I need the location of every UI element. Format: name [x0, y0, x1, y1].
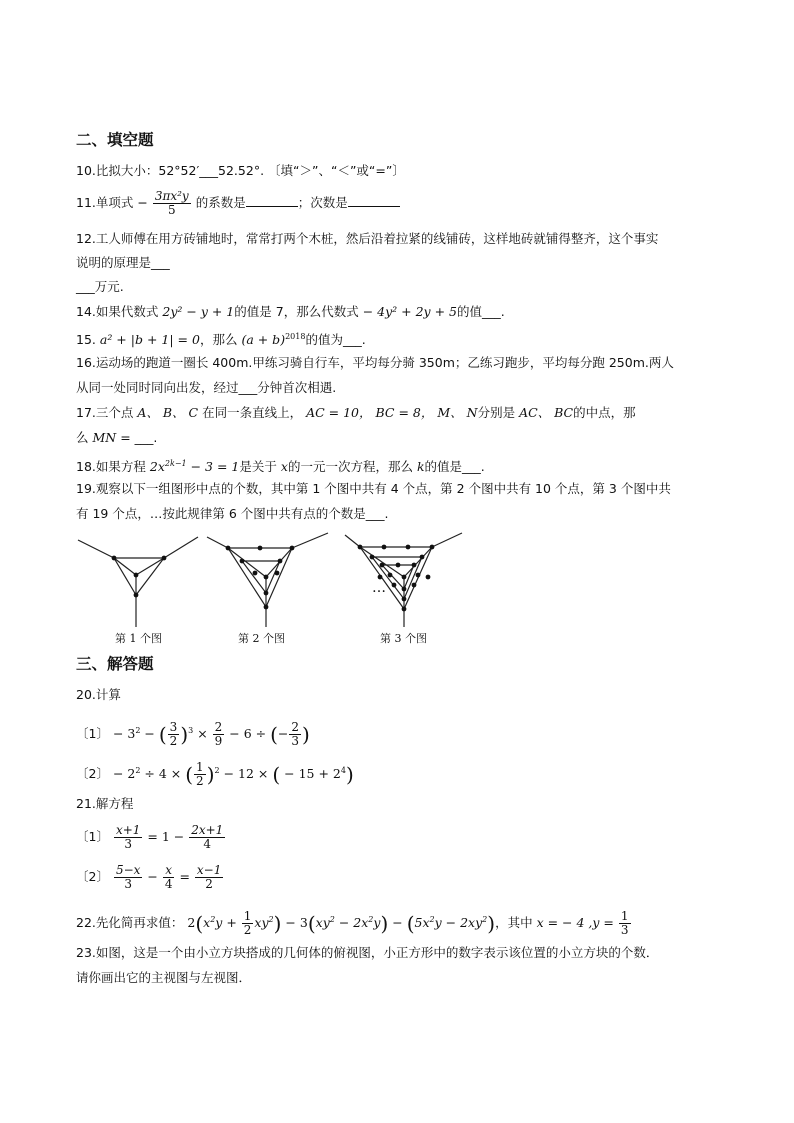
- monomial-fraction: $\frac{\text{3πx²y}}{5}$: [154, 189, 189, 217]
- question-16-line2: 从同一处同时同向出发，经过___分钟首次相遇.: [76, 380, 337, 395]
- question-13: ___万元.: [76, 279, 124, 294]
- question-21-part1: 〔1〕 $\frac{x+1}{3}$ = 1 − $\frac{2x+1}{4}$: [76, 823, 224, 851]
- dot-pattern-figures: [70, 525, 470, 630]
- figure-1-caption: 第 1 个图: [115, 632, 162, 645]
- question-21-part2: 〔2〕 $\frac{5-x}{3}$ − $\frac{x}{4}$ = $\frac{x-1}{2}$: [76, 863, 222, 891]
- question-20-part2: 〔2〕 − $2^2 \div 4$ × ( $\frac{1}{2}$ )$^2$ − 12 × ( − $15 + 2^4$): [76, 760, 354, 789]
- question-14: 14.如果代数式 2y² − y + 1的值是 7，那么代数式 − 4y² + 2y + 5的值___.: [76, 304, 505, 319]
- question-12-line2: 说明的原理是___: [76, 255, 170, 270]
- question-20-part1: 〔1〕 − $3^2$ − ( $\frac{3}{2}$ )$^3$ × $\frac{2}{9}$ − 6 ÷ (− $\frac{2}{3}$ ): [76, 720, 310, 749]
- question-19-line2: 有 19 个点，…按此规律第 6 个图中共有点的个数是___.: [76, 506, 389, 521]
- question-23-line2: 请你画出它的主视图与左视图．: [76, 970, 252, 985]
- question-20-title: 20.计算: [76, 687, 121, 702]
- question-22: 22.先化简再求值： $2(x^2y$ + $\frac{1}{2}$ $xy^2) - 3(xy^2 - 2x^2y) - (5x^2y - 2xy^2)$，其中 x = − 4 ,y = $\frac{1}{3}$: [76, 909, 629, 938]
- question-17-line1: 17.三个点 A、 B、 C 在同一条直线上， AC = 10， BC = 8， M、 N分别是 AC、 BC的中点，那: [76, 405, 636, 420]
- ellipsis: …: [372, 580, 386, 596]
- section-fill-blank-heading: 二、填空题: [76, 131, 154, 149]
- question-12-line1: 12.工人师傅在用方砖铺地时，常常打两个木桩，然后沿着拉紧的线铺砖，这样地砖就铺得整齐，这个事实: [76, 231, 659, 246]
- question-16-line1: 16.运动场的跑道一圈长 400m.甲练习骑自行车，平均每分骑 350m；乙练习跑步，平均每分跑 250m.两人: [76, 355, 674, 370]
- question-10: 10.比拟大小：52°52′___52.52°. 〔填“＞”、“＜”或“=”〕: [76, 163, 405, 178]
- question-17-line2: 么 MN = ___.: [76, 430, 158, 445]
- question-15: 15. a² + |b + 1| = 0，那么 $(a + b)^{2018}$的值为___.: [76, 332, 366, 348]
- question-23-line1: 23.如图，这是一个由小立方块搭成的几何体的俯视图，小正方形中的数字表示该位置的小立方块的个数．: [76, 945, 659, 960]
- figure-2-caption: 第 2 个图: [238, 632, 285, 645]
- question-18: 18.如果方程 $2x^{2k-1} - 3 = 1$是关于 x的一元一次方程，那么 k的值是___.: [76, 459, 485, 475]
- section-answer-heading: 三、解答题: [76, 655, 154, 673]
- question-11: 11.单项式 − $\frac{\text{3πx²y}}{5}$ 的系数是 ；次数是: [76, 188, 400, 218]
- question-21-title: 21.解方程: [76, 796, 134, 811]
- figure-3-caption: 第 3 个图: [380, 632, 427, 645]
- question-19-line1: 19.观察以下一组图形中点的个数，其中第 1 个图中共有 4 个点，第 2 个图中共有 10 个点，第 3 个图中共: [76, 481, 671, 496]
